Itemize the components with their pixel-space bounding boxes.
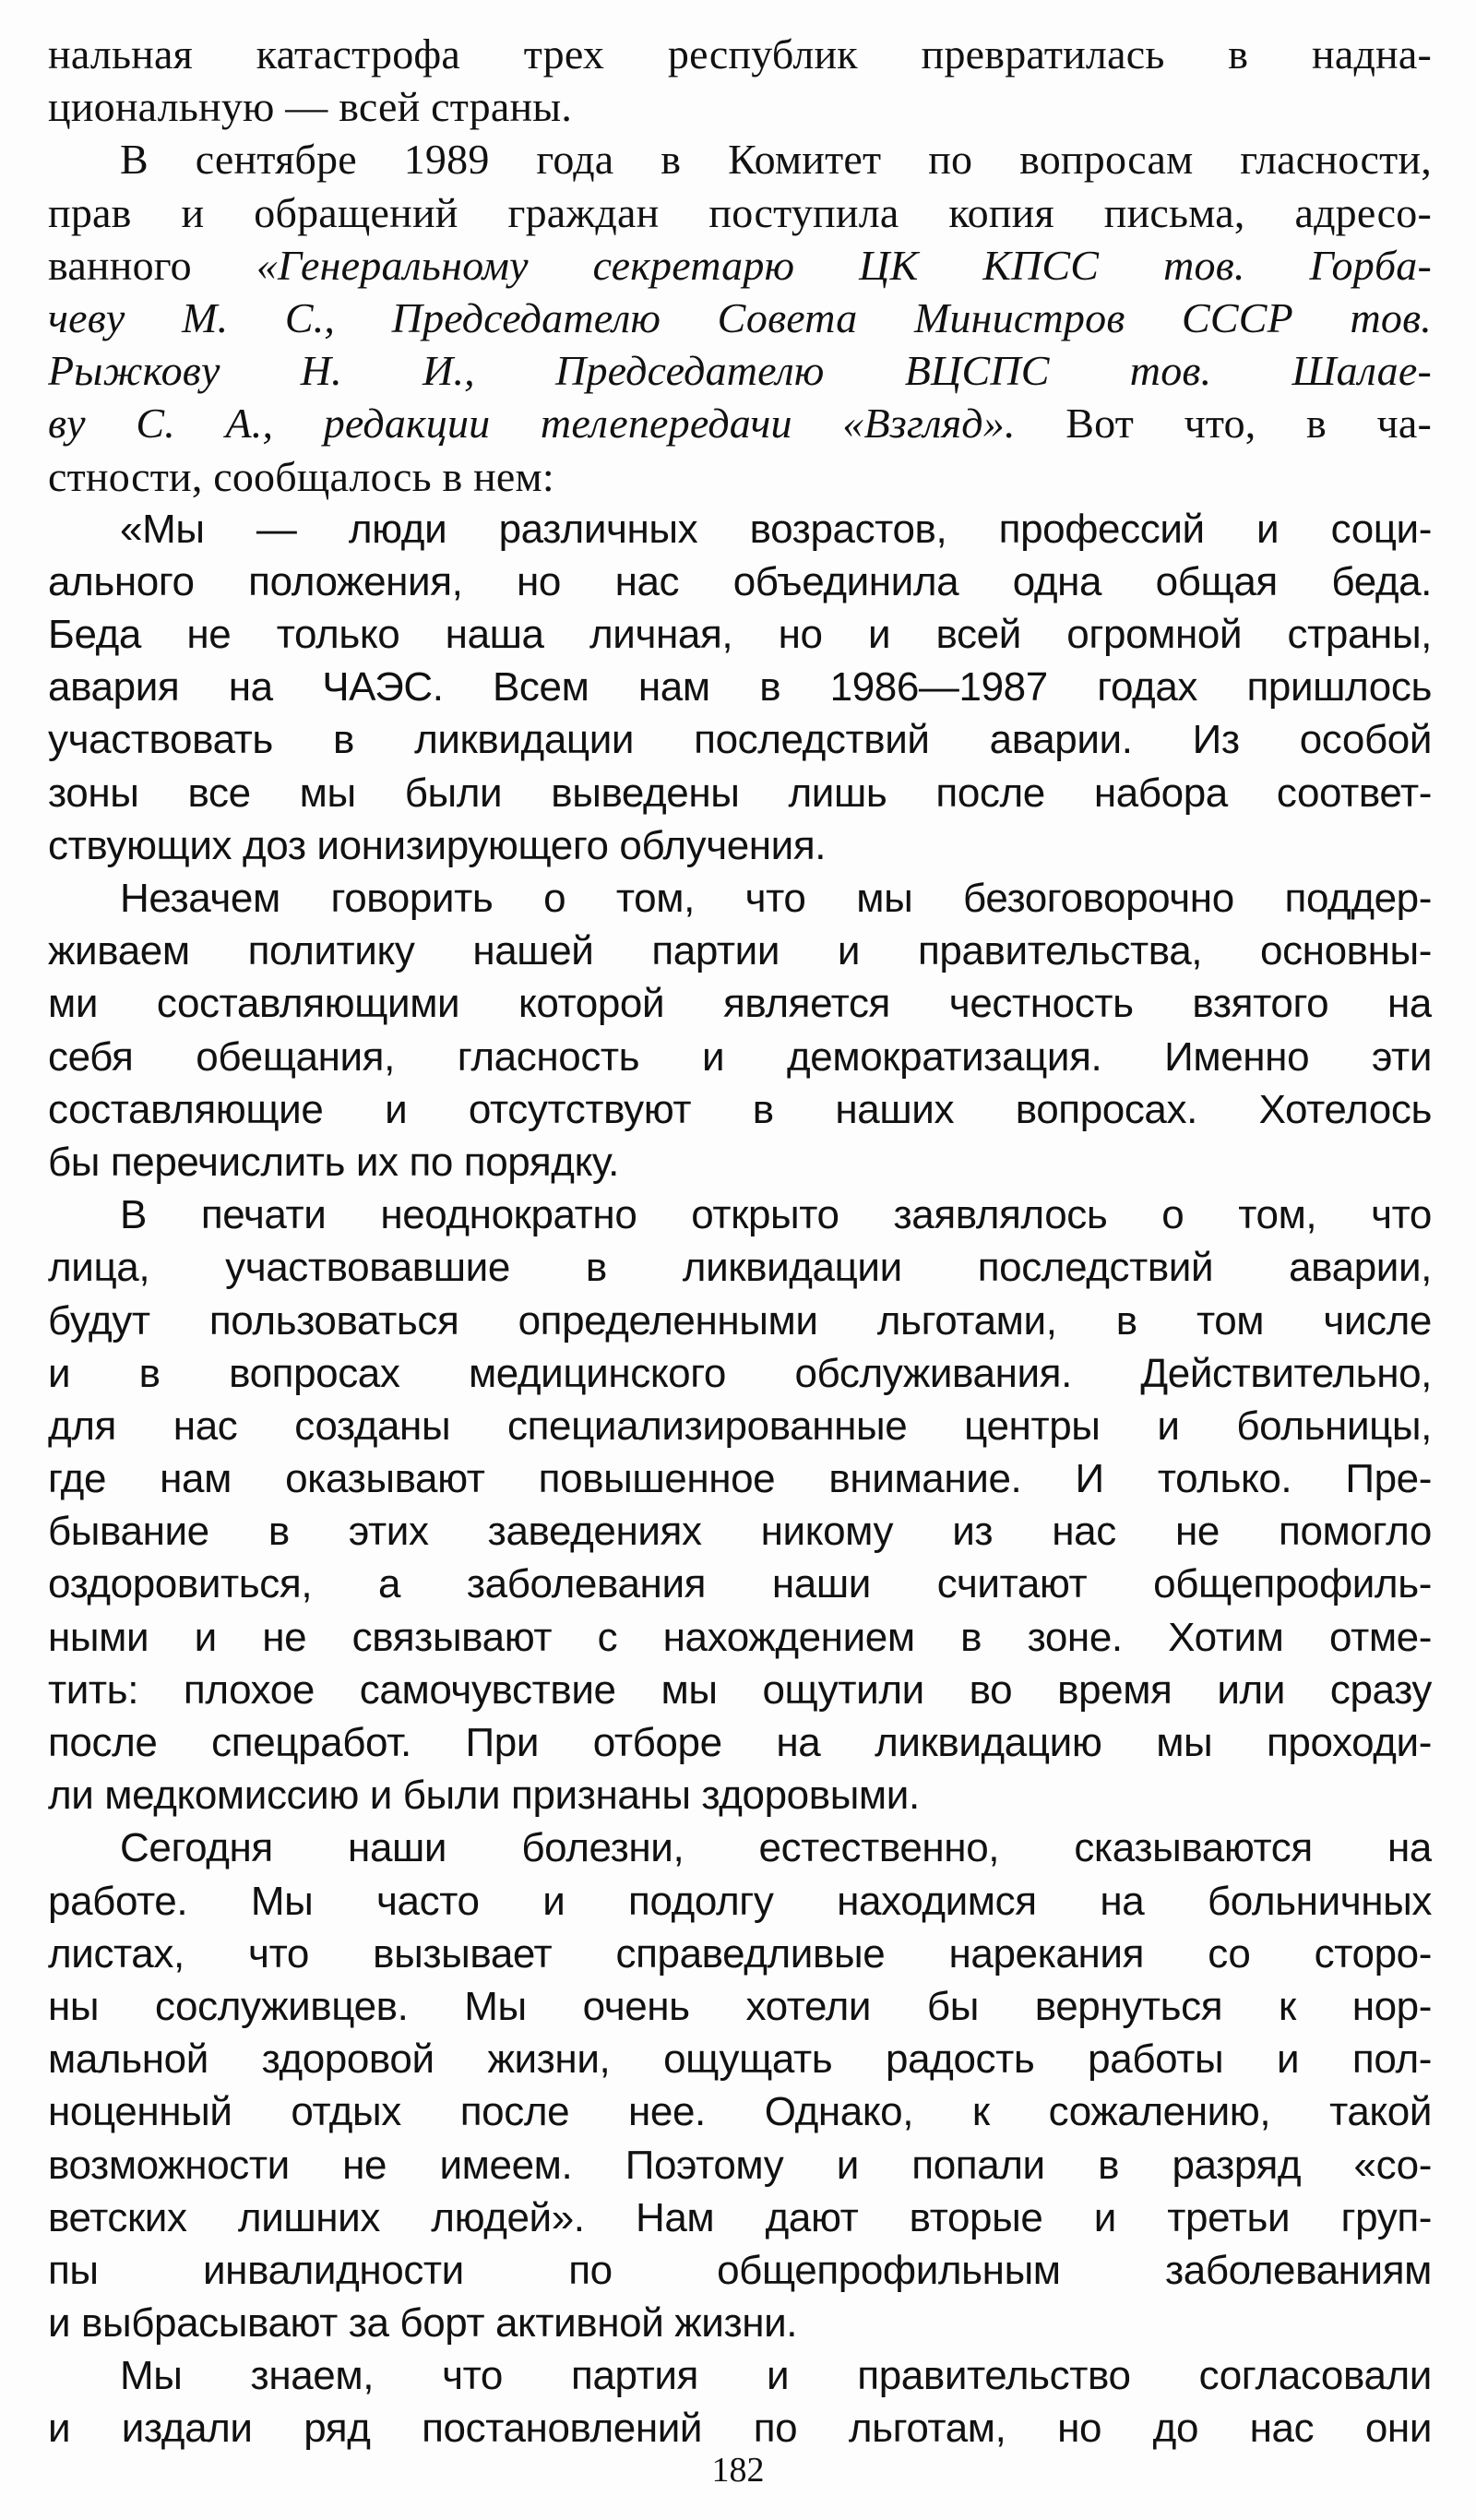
- letter-line: лица, участвовавшие в ликвидации последствий аварии,: [48, 1245, 1432, 1291]
- letter-line: ны сослуживцев. Мы очень хотели бы вернуться к нор-: [48, 1983, 1432, 2029]
- text-line: [48, 239, 1432, 292]
- letter-line: ствующих доз ионизирующего облучения.: [48, 822, 827, 868]
- text-fragment: Вот что, в ча-: [1015, 400, 1432, 448]
- addressee-fragment: ву С. А., редакции телепередачи «Взгляд».: [48, 400, 1016, 448]
- letter-line: возможности не имеем. Поэтому и попали в разряд «со-: [48, 2142, 1432, 2188]
- letter-line: для нас созданы специализированные центры и больницы,: [48, 1403, 1432, 1449]
- text-line: прав и обращений граждан поступила копия письма, адресо-: [48, 188, 1432, 236]
- letter-line: бывание в этих заведениях никому из нас не помогло: [48, 1509, 1432, 1555]
- letter-line: тить: плохое самочувствие мы ощутили во время или сразу: [48, 1666, 1432, 1713]
- page-number: 182: [711, 2451, 765, 2490]
- letter-line: ли медкомиссию и были признаны здоровыми.: [48, 1773, 920, 1819]
- letter-line: себя обещания, гласность и демократизация. Именно эти: [48, 1033, 1432, 1080]
- text-fragment: ванного: [48, 241, 256, 289]
- letter-line: Сегодня наши болезни, естественно, сказываются на: [120, 1825, 1432, 1871]
- letter-line: составляющие и отсутствуют в наших вопросах. Хотелось: [48, 1086, 1432, 1132]
- addressee-fragment: «Генеральному секретарю ЦК КПСС тов. Горба-: [256, 241, 1432, 289]
- text-line: стности, сообщалось в нем:: [48, 452, 554, 500]
- addressee-line: чеву М. С., Председателю Совета Министров СССР тов.: [48, 293, 1432, 341]
- letter-line: Беда не только наша личная, но и всей огромной страны,: [48, 612, 1432, 658]
- letter-line: бы перечислить их по порядку.: [48, 1139, 619, 1185]
- letter-line: ального положения, но нас объединила одна общая беда.: [48, 558, 1432, 604]
- letter-line: участвовать в ликвидации последствий аварии. Из особой: [48, 717, 1432, 763]
- letter-line: и в вопросах медицинского обслуживания. Действительно,: [48, 1350, 1432, 1396]
- letter-line: где нам оказывают повышенное внимание. И только. Пре-: [48, 1456, 1432, 1502]
- letter-line: ными и не связывают с нахождением в зоне. Хотим отме-: [48, 1614, 1432, 1660]
- letter-line: зоны все мы были выведены лишь после набора соответ-: [48, 770, 1432, 816]
- page-text: [48, 28, 1432, 2455]
- letter-line: В печати неоднократно открыто заявлялось о том, что: [120, 1192, 1432, 1238]
- letter-line: пы инвалидности по общепрофильным заболеваниям: [48, 2247, 1432, 2293]
- letter-line: «Мы — люди различных возрастов, профессий и соци-: [120, 506, 1432, 552]
- letter-line: живаем политику нашей партии и правительства, основны-: [48, 928, 1432, 974]
- letter-line: работе. Мы часто и подолгу находимся на больничных: [48, 1878, 1432, 1924]
- letter-line: и выбрасывают за борт активной жизни.: [48, 2300, 798, 2347]
- letter-line: ноценный отдых после нее. Однако, к сожалению, такой: [48, 2089, 1432, 2135]
- text-line: [48, 397, 1432, 449]
- letter-line: Мы знаем, что партия и правительство согласовали: [120, 2353, 1432, 2399]
- letter-line: после спецработ. При отборе на ликвидацию мы проходи-: [48, 1720, 1432, 1765]
- letter-line: ми составляющими которой является честность взятого на: [48, 981, 1432, 1027]
- letter-line: и издали ряд постановлений по льготам, но до нас они: [48, 2406, 1432, 2452]
- letter-line: листах, что вызывает справедливые нарекания со сторо-: [48, 1930, 1432, 1977]
- letter-line: ветских лишних людей». Нам дают вторые и третьи груп-: [48, 2194, 1432, 2240]
- text-line: В сентябре 1989 года в Комитет по вопросам гласности,: [120, 136, 1432, 184]
- text-line: нальная катастрофа трех республик превратилась в надна-: [48, 30, 1432, 78]
- letter-line: мальной здоровой жизни, ощущать радость работы и пол-: [48, 2036, 1432, 2083]
- letter-line: Незачем говорить о том, что мы безоговорочно поддер-: [120, 876, 1432, 921]
- letter-line: оздоровиться, а заболевания наши считают общепрофиль-: [48, 1561, 1432, 1607]
- addressee-line: Рыжкову Н. И., Председателю ВЦСПС тов. Шалае-: [48, 347, 1432, 395]
- letter-line: авария на ЧАЭС. Всем нам в 1986—1987 годах пришлось: [48, 664, 1432, 711]
- text-line: циональную — всей страны.: [48, 83, 573, 131]
- letter-line: будут пользоваться определенными льготами, в том числе: [48, 1297, 1432, 1344]
